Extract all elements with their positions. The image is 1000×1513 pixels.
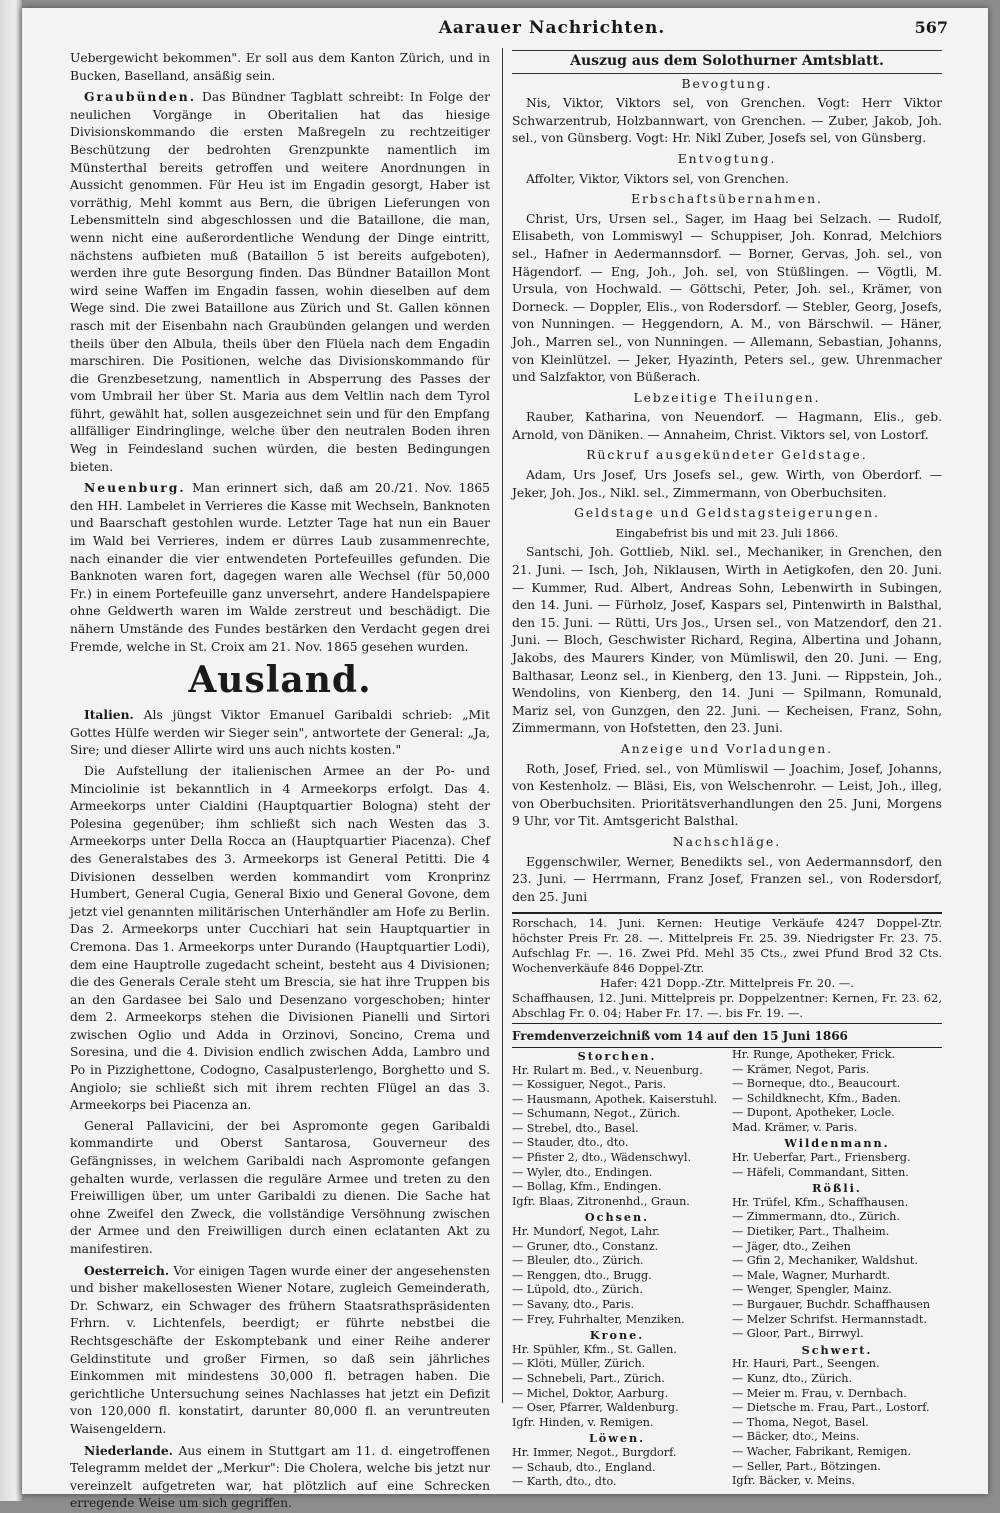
guest-entry: Igfr. Bäcker, v. Meins. [732,1474,855,1488]
guest-entry: — Jäger, dto., Zeihen [732,1239,851,1253]
guest-entry: — Krämer, Negot, Paris. [732,1062,870,1076]
guest-entry: — Bleuler, dto., Zürich. [512,1254,644,1268]
guest-entry: Mad. Krämer, v. Paris. [732,1120,858,1134]
hotel-name: Wildenmann. [784,1136,890,1151]
italien-paragraph-2: Die Aufstellung der italienischen Armee an der Po- und Minciolinie ist bekanntlich in 4 Armeekorps erfolgt. Das 4. Armeekorps unter Cialdini (Hauptquartier Bologna) steht der Polesina gegenüber; ihm schließt sich nach Westen das 3. Armeekorps unter Della Rocca an (Hauptquartier Piacenza). Chef des Generalstabes des 3. Armeekorps ist General Petitti. Die 4 Divisionen desselben werden kommandirt vom Kronprinz Humbert, General Cugia, General Bixio und General Govone, dem jetzt viel genannten militärischen Unterhändler am Hofe zu Berlin. Das 2. Armeekorps unter Cucchiari hat sein Hauptquartier in Cremona. Das 1. Armeekorps unter Durando (Hauptquartier Lodi), dem eine Hauptrolle zugedacht scheint, besteht aus 4 Divisionen; die des Generals Cerale steht um Brescia, sie hat ihre Truppen bis an den Gardasee bei Salo und Desenzano vorgeschoben; hinter dem 2. Armeekorps stehen die Divisionen Pianelli und Sirtori zwischen Oglio und Adda in Orzinovi, Soncino, Crema und Soresina, und die 4. Division endlich zwischen Adda, Lambro und Po in Pizzighettone, Codogno, Casalpusterlengo, Borghetto und S. Angiolo; sie schließt sich mit ihrem rechten Flügel an das 3. Armeekorps bei Piacenza an. [70,763,490,1113]
lebzeitige-heading: Lebzeitige Theilungen. [633,390,821,405]
italien-heading: Italien. [84,707,134,723]
oesterreich-article [70,1262,490,1439]
nachschlaege-text: Eggenschwiler, Werner, Benedikts sel., von Aedermannsdorf, den 23. Juni. — Herrmann, Franz Josef, Franzen sel., von Rodersdorf, den 25. Juni [512,854,942,904]
guest-entry: — Bäcker, dto., Meins. [732,1430,860,1444]
guest-entry: — Burgauer, Buchdr. Schaffhausen [732,1298,931,1311]
guest-entry: — Pfister 2, dto., Wädenschwyl. [512,1151,692,1165]
graubuenden-article [70,88,490,476]
guest-list-left [512,1048,722,1490]
bevogtung-heading: Bevogtung. [681,76,773,91]
guest-entry: Hr. Immer, Negot., Burgdorf. [512,1445,677,1459]
guest-entry: — Michel, Doktor, Aarburg. [512,1386,669,1400]
erbschaft-heading: Erbschaftsübernahmen. [631,192,823,207]
guest-entry: — Schnebeli, Part., Zürich. [512,1371,665,1385]
guest-entry: — Renggen, dto., Brugg. [512,1268,652,1282]
guest-entry: — Gfin 2, Mechaniker, Waldshut. [732,1254,918,1268]
guest-entry: — Gloor, Part., Birrwyl. [732,1327,864,1341]
guest-entry: — Schumann, Negot., Zürich. [512,1107,681,1121]
guest-entry: — Kunz, dto., Zürich. [732,1371,853,1385]
anzeige-text: Roth, Josef, Fried. sel., von Mümliswil — Joachim, Josef, Johanns, von Kestenholz. — Bläsi, Eis, von Welschenrohr. — Leist, Joh., illeg, von Oberbuchsiten. Prioritätsverhandlungen den 25. Juni, Morgens 9 Uhr, vor Tit. Amtsgericht Balsthal. [512,761,942,829]
guest-entry: — Dietsche m. Frau, Part., Lostorf. [732,1401,930,1415]
guest-entry: Hr. Ueberfar, Part., Friensberg. [732,1151,911,1165]
guest-entry: Hr. Trüfel, Kfm., Schaffhausen. [732,1195,909,1209]
guest-entry: — Dupont, Apotheker, Locle. [732,1106,895,1120]
geldstage-text: Santschi, Joh. Gottlieb, Nikl. sel., Mechaniker, in Grenchen, den 21. Juni. — Isch, Joh, Niklausen, Wirth in Aetigkofen, den 20. Juni. — Kummer, Rud. Albert, Andreas Sohn, Lebenwirth in Subingen, den 14. Juni. — Fürholz, Josef, Kaspars sel, Pintenwirth in Balsthal, den 15. Juni. — Rütti, Urs Jos., Ursen sel., von Matzendorf, den 21. Juni. — Bloch, Geschwister Richard, Regina, Albertina und Johann, Jakobs, des Maurers Kinder, von Mümliswil, den 20. Juni. — Eng, Balthasar, Leonz sel., in Kienberg, den 13. Juni. — Rippstein, Joh., Wendolins, von Kienberg, den 14. Juni — Spilmann, Romunald, Mariz sel, von Gunzgen, den 22. Juni. — Kecheisen, Franz, Sohn, Zimmermann, von Hofstetten, den 23. Juni. [512,545,942,736]
neuenburg-text: Man erinnert sich, daß am 20./21. Nov. 1865 den HH. Lambelet in Verrieres die Kasse mit Wechseln, Banknoten und Baarschaft gestohlen wurde. Letzter Tage hat nun ein Bauer im Wald bei Verrieres, indem er dürres Laub zusammenrechte, nach einander die vier entwendeten Portefeuilles gefunden. Die Banknoten waren fort, dagegen waren alle Wechsel (für 50,000 Fr.) in einem Portefeuille ganz unversehrt, andere Handelspapiere ohne Geldwerth waren im Walde zerstreut und beschädigt. Die nähern Umstände des Fundes bestärken den Verdacht gegen drei Fremde, welche in St. Croix am 21. Nov. 1865 gesehen wurden. [70,481,490,654]
guest-entry: — Wacher, Fabrikant, Remigen. [732,1444,912,1458]
italien-article [70,706,490,760]
page-title: Aarauer Nachrichten. [438,18,666,38]
guest-entry: — Seller, Part., Bötzingen. [732,1459,881,1473]
geldstage-heading: Geldstage und Geldstagsteigerungen. [574,506,880,521]
column-divider [502,48,503,1403]
bevogtung-text: Nis, Viktor, Viktors sel, von Grenchen. Vogt: Herr Viktor Schwarzentrub, Holzbannwart, von Grenchen. — Zuber, Jakob, Joh. sel., von Günsberg. Vogt: Hr. Nikl Zuber, Josefs sel, von Günsberg. [512,96,942,146]
amtsblatt-heading: Auszug aus dem Solothurner Amtsblatt. [512,50,942,74]
guest-entry: — Frey, Fuhrhalter, Menziken. [512,1312,685,1326]
rueckruf-heading: Rückruf ausgekündeter Geldstage. [586,448,868,463]
guest-entry: — Bollag, Kfm., Endingen. [512,1180,662,1194]
oesterreich-text: Vor einigen Tagen wurde einer der angesehensten und bisher makellosesten Wiener Notare, zugleich Gemeinderath, Dr. Schwarz, ein Schwager des frühern Staatsrathspräsidenten Frhrn. v. Lichtenfels, beerdigt; er führte nebstbei die Rechtsgeschäfte der Eskomptebank und einer Reihe anderer Geldinstitute und großer Firmen, so daß sein jährliches Einkommen mit mindestens 30,000 fl. betragen haben. Die gerichtliche Untersuchung seines Nachlasses hat jetzt ein Defizit von 120,000 fl. konstatirt, darunter 80,000 fl. an veruntreuten Waisengeldern. [70,1263,490,1436]
guest-entry: — Wyler, dto., Endingen. [512,1165,653,1179]
guest-entry: — Wenger, Spengler, Mainz. [732,1283,892,1297]
niederlande-article [70,1442,490,1513]
newspaper-page [22,8,988,1511]
hotel-name: Storchen. [577,1048,657,1063]
graubuenden-text: Das Bündner Tagblatt schreibt: In Folge der neulichen Vorgänge in Oberitalien hat das hiesige Divisionskommando die ersten Maßregeln zu rechtzeitiger Beschützung der bedrohten Grenzpunkte namentlich im Münsterthal bereits getroffen und weitere Anordnungen in Aussicht genommen. Für Heu ist im Engadin gesorgt, Haber ist vorräthig, Mehl kommt aus Bern, die übrigen Lieferungen von Lebensmitteln sind abgeschlossen und die Bataillone, die man, wenn nicht eine außerordentliche Wendung der Dinge eintritt, nächstens aufbieten muß (Bataillon 5 ist bereits aufgeboten), werden ihre gute Besorgung finden. Das Bündner Bataillon Mont wird seine Waffen im Engadin fassen, wohin dieselben auf dem Wege sind. Die zwei Bataillone aus Zürich und St. Gallen können rasch mit der Eisenbahn nach Graubünden gelangen und werden theils über den Albula, theils über den Flüela nach dem Engadin marschiren. Die Positionen, welche das Divisionskommando für die Grenzbesetzung, namentlich in Absperrung des Passes der vom Umbrail her über St. Maria aus dem Veltlin nach dem Tyrol führt, gewählt hat, sollen ausgezeichnet sein und für den Empfang allfälliger Eindringlinge, welche über den neutralen Boden ihren Weg in Feindesland suchen würden, die besten Bedingungen bieten. [70,90,490,474]
neuenburg-article [70,479,490,656]
hotel-name: Schwert. [801,1342,873,1357]
italien-text: Als jüngst Viktor Emanuel Garibaldi schrieb: „Mit Gottes Hülfe werden wir Sieger sein", antwortete der General: „Ja, Sire; und dieser Allirte wird uns auch nichts kosten." [70,708,490,758]
hotel-name: Löwen. [588,1431,646,1446]
anzeige-heading: Anzeige und Vorladungen. [620,741,834,756]
guest-entry: — Male, Wagner, Murhardt. [732,1268,891,1282]
guest-entry: — Stauder, dto., dto. [512,1136,629,1150]
geldstage-deadline: Eingabefrist bis und mit 23. Juli 1866. [615,525,839,540]
neuenburg-heading: Neuenburg. [84,480,186,496]
erbschaft-text: Christ, Urs, Ursen sel., Sager, im Haag bei Selzach. — Rudolf, Elisabeth, von Lommiswyl — Schuppiser, Joh. Konrad, Melchiors sel., Hafner in Aedermannsdorf. — Borner, Gervas, Joh. sel., von Hägendorf. — Eng, Joh., Joh. sel, von Stüßlingen. — Vögtli, M. Ursula, von Hochwald. — Göttschi, Peter, Joh. sel., Krämer, von Dorneck. — Doppler, Elis., von Rodersdorf. — Stebler, Georg, Josefs, von Nunningen. — Heggendorn, A. M., von Bärschwil. — Häner, Joh., Marren sel., von Nunningen. — Allemann, Sebastian, Johanns, von Kleinlützel. — Jeker, Hyazinth, Peters sel., gew. Uhrenmacher und Salzfaktor, von Büßerach. [512,211,942,385]
guest-entry: — Kossiguer, Negot., Paris. [512,1078,667,1092]
graubuenden-heading: Graubünden. [84,89,197,105]
guest-entry: — Melzer Schrifst. Hermannstadt. [732,1312,927,1326]
hotel-name: Krone. [589,1328,645,1343]
ausland-heading: Ausland. [188,659,372,702]
niederlande-heading: Niederlande. [84,1442,173,1458]
market-schaffhausen: Schaffhausen, 12. Juni. Mittelpreis pr. Doppelzentner: Kernen, Fr. 23. 62, Abschlag Fr. 0. 04; Haber Fr. 17. —. bis Fr. 19. —. [512,991,942,1021]
guest-entry: — Dietiker, Part., Thalheim. [732,1225,890,1239]
entvogtung-text: Affolter, Viktor, Viktors sel, von Grenchen. [526,171,789,186]
guest-entry: — Savany, dto., Paris. [512,1298,635,1311]
guest-entry: Hr. Rulart m. Bed., v. Neuenburg. [512,1063,703,1077]
guest-entry: — Hausmann, Apothek. Kaiserstuhl. [512,1092,718,1106]
guest-entry: — Klöti, Müller, Zürich. [512,1357,646,1371]
guest-list-right [732,1048,942,1490]
guest-entry: — Thoma, Negot, Basel. [732,1415,869,1429]
market-hafer: Hafer: 421 Dopp.-Ztr. Mittelpreis Fr. 20. —. [600,976,854,991]
lebzeitige-text: Rauber, Katharina, von Neuendorf. — Hagmann, Elis., geb. Arnold, von Däniken. — Annaheim, Christ. Viktors sel, von Lostorf. [512,410,942,442]
page-number: 567 [914,18,948,37]
nachschlaege-heading: Nachschläge. [672,834,782,849]
rueckruf-text: Adam, Urs Josef, Urs Josefs sel., gew. Wirth, von Oberdorf. — Jeker, Joh. Jos., Nikl. sel., Zimmermann, von Oberbuchsiten. [512,468,942,500]
guest-entry: Hr. Mundorf, Negot, Lahr. [512,1225,660,1239]
niederlande-text: Aus einem in Stuttgart am 11. d. eingetroffenen Telegramm meldet der „Merkur": Die Cholera, welche bis jetzt nur vereinzelt aufgetreten war, hat plötzlich auf eine Schrecken erregende Weise um sich gegriffen. [70,1443,490,1511]
entvogtung-heading: Entvogtung. [677,151,777,166]
market-report [512,912,942,1024]
intro-paragraph: Uebergewicht bekommen". Er soll aus dem Kanton Zürich, und in Bucken, Baselland, ansäßig sein. [70,51,490,83]
guest-entry: — Schaub, dto., England. [512,1460,656,1474]
guest-entry: — Häfeli, Commandant, Sitten. [732,1165,909,1179]
market-rorschach: Rorschach, 14. Juni. Kernen: Heutige Verkäufe 4247 Doppel-Ztr. höchster Preis Fr. 28. —. Mittelpreis Fr. 25. 39. Niedrigster Fr. 23. 75. Aufschlag Fr. —. 16. Zwei Pfd. Mehl 35 Cts., zwei Pfund Brod 32 Cts. Wochenverkäufe 846 Doppel-Ztr. [512,916,942,976]
guest-entry: — Schildknecht, Kfm., Baden. [732,1091,902,1105]
guest-entry: — Meier m. Frau, v. Dernbach. [732,1386,907,1400]
italien-paragraph-3: General Pallavicini, der bei Aspromonte gegen Garibaldi kommandirte und Oberst Santarosa, Gouverneur des Gefängnisses, in welchem Garibaldi nach Aspromonte gefangen gehalten wurde, verlassen die reguläre Armee und treten zu den Freiwilligen über, um unter Garibaldi zu dienen. Die Sache hat ohne Zweifel den Zweck, die vollständige Versöhnung zwischen der Armee und den Freiwilligen durch einen eclatanten Akt zu manifestiren. [70,1118,490,1256]
left-column [70,50,490,1511]
book-gutter [0,0,22,1501]
right-column [512,50,942,1490]
guest-entry: — Lüpold, dto., Zürich. [512,1283,643,1297]
guest-entry: — Zimmermann, dto., Zürich. [732,1210,900,1224]
hotel-name: Ochsen. [584,1210,650,1225]
guest-entry: — Borneque, dto., Beaucourt. [732,1077,901,1091]
guest-entry: — Strebel, dto., Basel. [512,1121,639,1135]
guest-entry: Hr. Hauri, Part., Seengen. [732,1357,880,1371]
guest-entry: — Karth, dto., dto. [512,1475,617,1489]
guest-entry: — Oser, Pfarrer, Waldenburg. [512,1401,679,1415]
oesterreich-heading: Oesterreich. [84,1262,170,1278]
hotel-name: Rößli. [812,1181,862,1196]
guest-entry: Igfr. Blaas, Zitronenhd., Graun. [512,1194,690,1208]
guest-list [512,1048,942,1490]
guest-entry: Hr. Runge, Apotheker, Frick. [732,1047,895,1061]
guest-list-heading: Fremdenverzeichniß vom 14 auf den 15 Juni 1866 [512,1028,942,1048]
guest-entry: Igfr. Hinden, v. Remigen. [512,1415,654,1429]
guest-entry: — Gruner, dto., Constanz. [512,1239,659,1253]
guest-entry: Hr. Spühler, Kfm., St. Gallen. [512,1342,677,1356]
